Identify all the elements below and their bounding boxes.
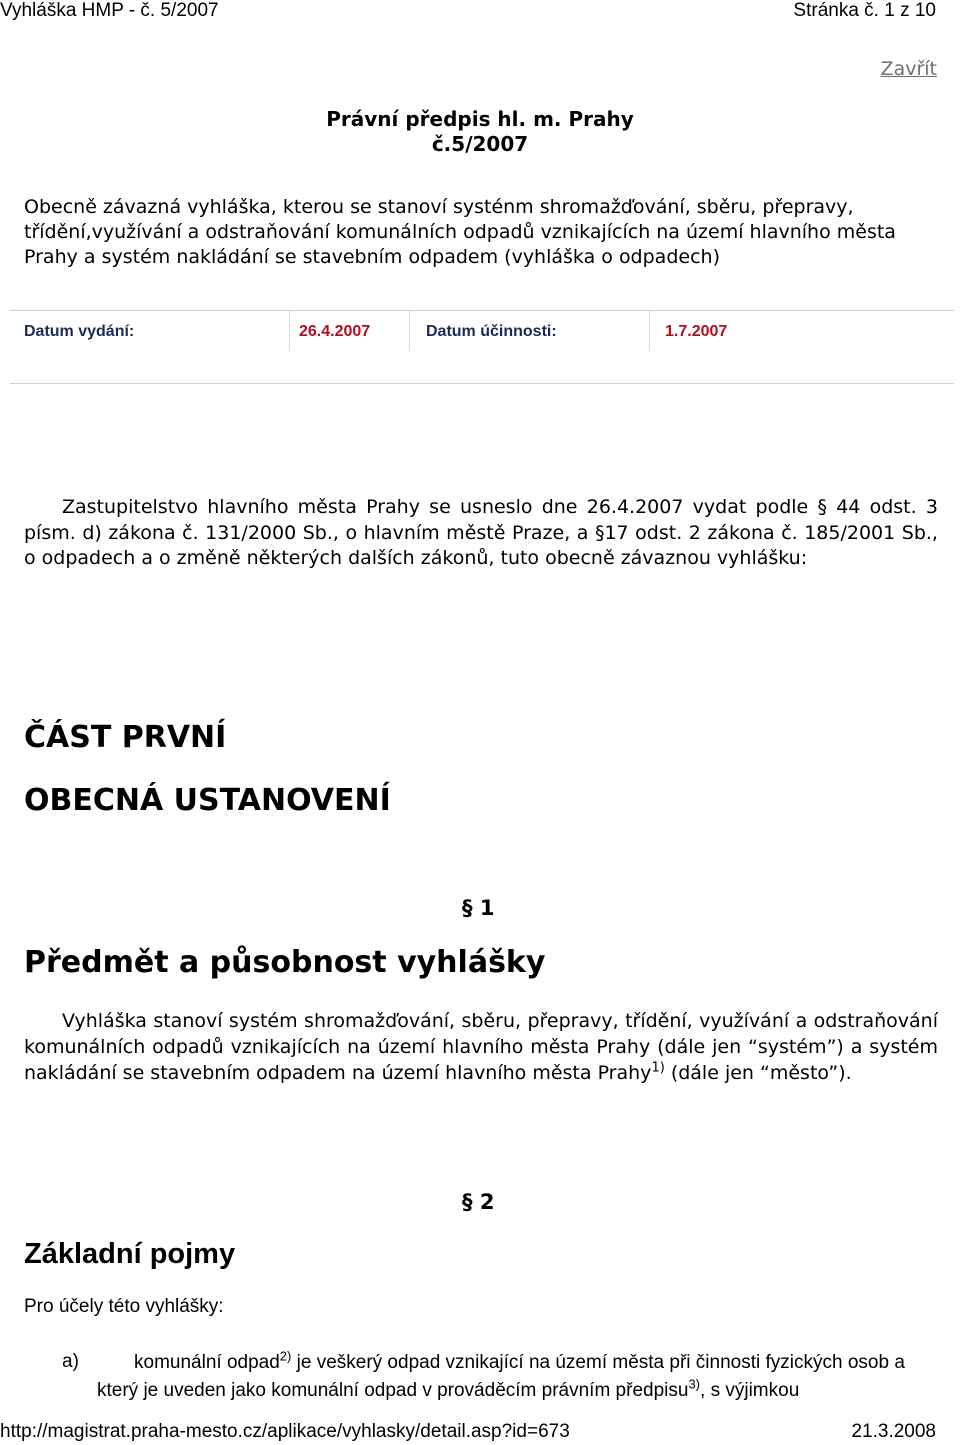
section-1-heading: Předmět a působnost vyhlášky [24,945,546,980]
section-number-1: § 1 [462,896,495,920]
section-1-body: Vyhláška stanoví systém shromažďování, sběru, přepravy, třídění, využívání a odstraňování komunálních odpadů vznikajících na území hlavního města Prahy (dále jen “systém”) a systém nakládání se stavebním odpadem na území hlavního města Prahy$^{1)}$ (dále jen “město”). [24,1010,938,1084]
column-divider [649,311,650,351]
column-divider [289,311,290,351]
section-number-2: § 2 [462,1190,495,1214]
section-sign: § [817,496,827,518]
close-link[interactable]: Zavřít [880,58,937,80]
part-title: ČÁST PRVNÍ [24,720,227,755]
metadata-table [10,310,954,384]
effective-date-label: Datum účinnosti: [426,323,557,340]
page-number-indicator: Stránka č. 1 z 10 [793,0,936,21]
footnote-ref[interactable]: 3) [688,1376,701,1392]
issued-date-value: 26.4.2007 [299,323,371,340]
effective-date-value: 1.7.2007 [665,323,728,340]
column-divider [409,311,410,351]
footnote-ref[interactable]: 1) [651,1060,665,1076]
part-subtitle: OBECNÁ USTANOVENÍ [24,783,391,818]
preamble-paragraph: Zastupitelstvo hlavního města Prahy se usneslo dne 26.4.2007 vydat podle § 44 odst. 3 písm. d) zákona č. 131/2000 Sb., o hlavním městě Praze, a §17 odst. 2 zákona č. 185/2001 Sb., o odpadech a o změně některých dalších zákonů, tuto obecně závaznou vyhlášku: [24,496,938,569]
section-sign: § [462,1190,473,1214]
document-title-line2: č.5/2007 [431,132,529,156]
issued-date-label: Datum vydání: [24,323,135,340]
document-subtitle: Obecně závazná vyhláška, kterou se stanoví systénm shromažďování, sběru, přepravy, třídění,využívání a odstraňování komunálních odpadů vznikajících na území hlavního města Prahy a systém nakládání se stavebním odpadem (vyhláška o odpadech) [24,196,896,268]
footer-date: 21.3.2008 [851,1421,936,1442]
footnote-ref[interactable]: 2) [279,1348,292,1364]
document-title [0,107,960,157]
section-2-heading: Základní pojmy [24,1238,236,1270]
section-sign: § [462,896,473,920]
list-item-marker: a) [62,1351,79,1372]
footer-url: http://magistrat.praha-mesto.cz/aplikace/vyhlasky/detail.asp?id=673 [0,1421,570,1442]
section-2-intro: Pro účely této vyhlášky: [24,1296,224,1317]
document-title-line1: Právní předpis hl. m. Prahy [326,107,634,131]
list-item-text: komunální odpad$^{2)}$ je veškerý odpad vznikající na území města při činnosti fyzických osob a který je uveden jako komunální odpad v prováděcím právním předpisu$^{3)}$, s výjimkou [97,1348,905,1401]
page-header-title: Vyhláška HMP - č. 5/2007 [0,0,219,21]
section-sign: § [594,521,605,544]
